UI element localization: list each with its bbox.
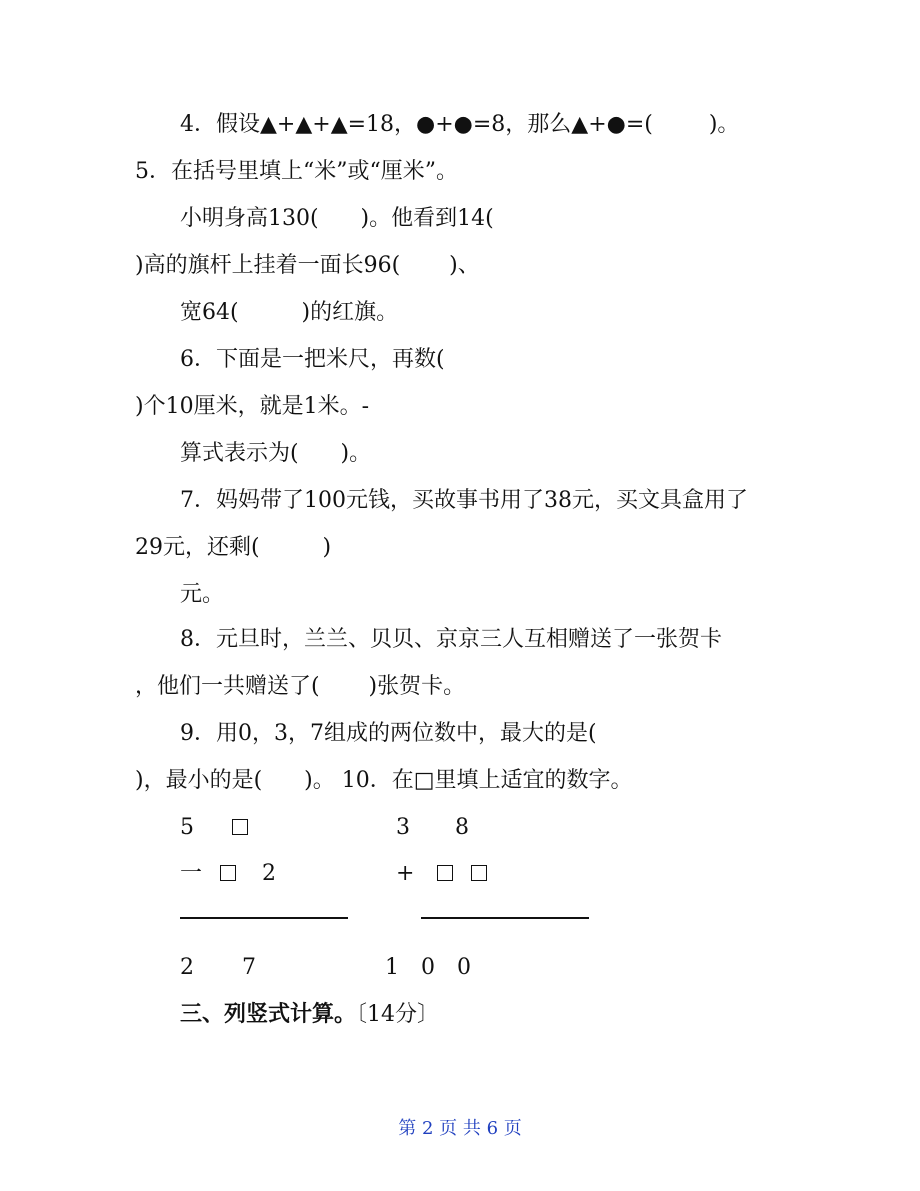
question-7-line-3: 元。 [180,582,225,607]
vertical-b-result-tens: 0 [421,955,435,980]
question-5-line-1: 小明身高130( )。他看到14( [180,206,494,231]
question-6-line-2: )个10厘米，就是1米。- [135,394,370,419]
section-points: 〔14分〕 [356,1002,440,1027]
vertical-a-operator: 一 [180,861,203,886]
question-5: 5．在括号里填上“米”或“厘米”。 [135,159,458,184]
vertical-a-mid-box[interactable] [220,861,236,887]
vertical-a-rule [180,917,348,919]
question-8: 8．元旦时，兰兰、贝贝、京京三人互相赠送了一张贺卡 [180,627,722,652]
vertical-b-top-ones: 8 [455,815,469,840]
vertical-b-result-hundreds: 1 [385,955,399,980]
vertical-b-operator: + [396,861,415,886]
vertical-a-result-ones: 7 [242,955,256,980]
vertical-a-top-digit: 5 [180,815,194,840]
question-7-line-2: 29元，还剩( ) [135,535,332,560]
vertical-b-result-ones: 0 [457,955,471,980]
question-9: 9．用0，3，7组成的两位数中，最大的是( [180,721,597,746]
section-heading [180,1001,439,1028]
page-footer: 第 2 页 共 6 页 [398,1118,522,1139]
question-9-line-2: )，最小的是( )。 10．在□里填上适宜的数字。 [135,768,633,793]
question-5-line-2: )高的旗杆上挂着一面长96( )、 [135,253,480,278]
question-8-line-2: ，他们一共赠送了( )张贺卡。 [135,674,466,699]
vertical-b-box-2[interactable] [471,861,487,887]
vertical-a-top-box[interactable] [232,815,248,841]
vertical-a-mid-digit: 2 [262,861,276,886]
vertical-a-result-tens: 2 [180,955,194,980]
question-4: 4．假设▲+▲+▲=18，●+●=8，那么▲+●=( )。 [180,112,740,137]
question-6-line-3: 算式表示为( )。 [180,441,372,466]
question-6: 6．下面是一把米尺，再数( [180,347,445,372]
vertical-b-box-1[interactable] [437,861,453,887]
vertical-b-top-tens: 3 [396,815,410,840]
section-title: 三、列竖式计算。 [180,1001,357,1027]
question-7: 7．妈妈带了100元钱，买故事书用了38元，买文具盒用了 [180,488,748,513]
vertical-b-rule [421,917,589,919]
question-5-line-3: 宽64( )的红旗。 [180,300,399,325]
